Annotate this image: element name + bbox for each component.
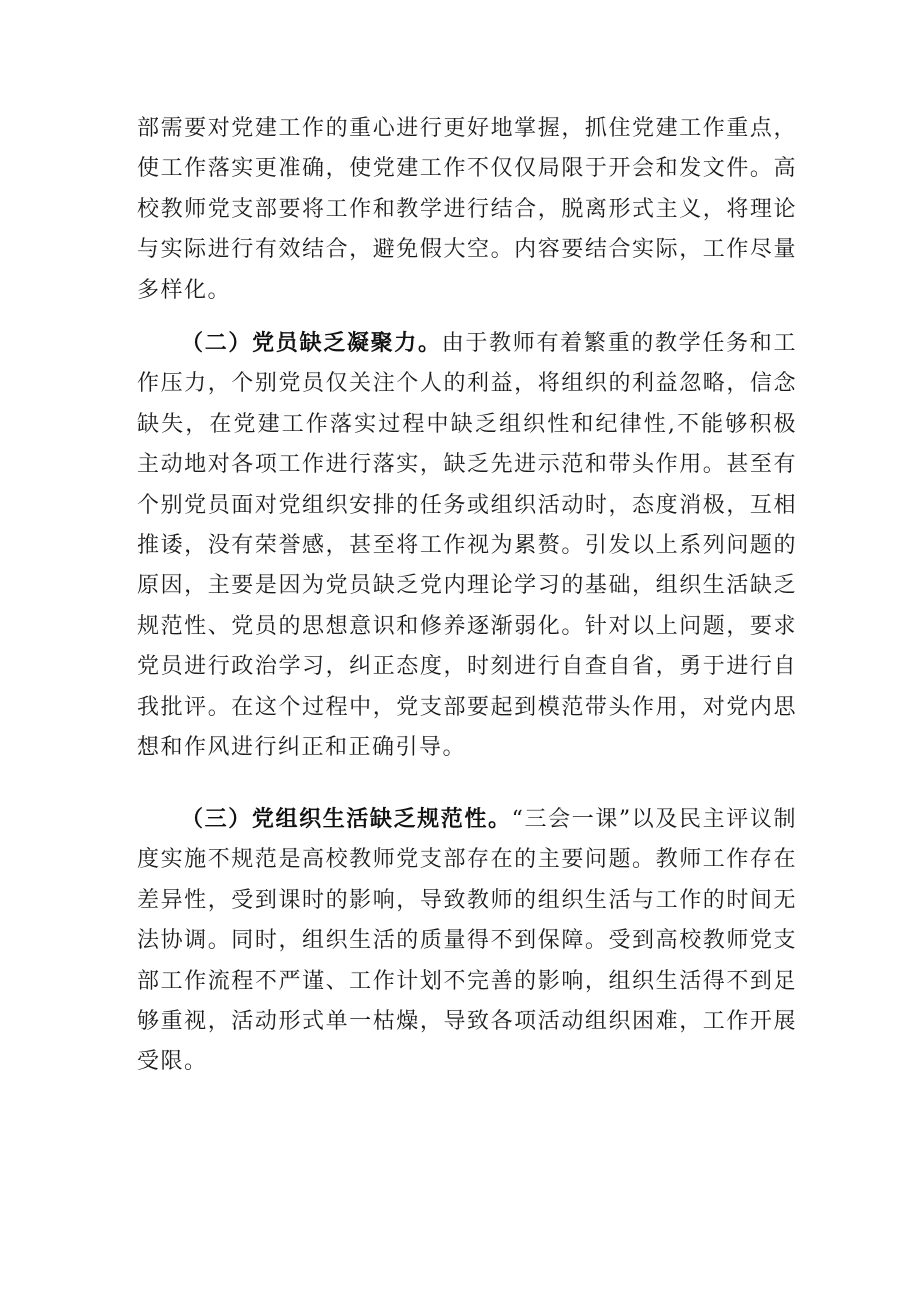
- paragraph-continuation: [137, 109, 797, 311]
- paragraph-1-text: 部需要对党建工作的重心进行更好地掌握，抓住党建工作重点，使工作落实更准确，使党建工作不仅仅局限于开会和发文件。高校教师党支部要将工作和教学进行结合，脱离形式主义，将理论与实际进行有效结合，避免假大空。内容要结合实际，工作尽量多样化。: [137, 116, 797, 303]
- paragraph-3-text: “三会一课”以及民主评议制度实施不规范是高校教师党支部存在的主要问题。教师工作存在差异性，受到课时的影响，导致教师的组织生活与工作的时间无法协调。同时，组织生活的质量得不到保障。受到高校教师党支部工作流程不严谨、工作计划不完善的影响，组织生活得不到足够重视，活动形式单一枯燥，导致各项活动组织困难，工作开展受限。: [137, 807, 797, 1075]
- section-heading-3: （三）党组织生活缺乏规范性。: [181, 807, 512, 832]
- paragraph-org-life-standardization: [137, 800, 797, 1083]
- section-heading-2: （二）党员缺乏凝聚力。: [181, 331, 442, 356]
- paragraph-2-text: 由于教师有着繁重的教学任务和工作压力，个别党员仅关注个人的利益，将组织的利益忽略，信念缺失，在党建工作落实过程中缺乏组织性和纪律性,不能够积极主动地对各项工作进行落实，缺乏先进示范和带头作用。甚至有个别党员面对党组织安排的任务或组织活动时，态度消极，互相推诿，没有荣誉感，甚至将工作视为累赘。引发以上系列问题的原因，主要是因为党员缺乏党内理论学习的基础，组织生活缺乏规范性、党员的思想意识和修养逐渐弱化。针对以上问题，要求党员进行政治学习，纠正态度，时刻进行自查自省，勇于进行自我批评。在这个过程中，党支部要起到模范带头作用，对党内思想和作风进行纠正和正确引导。: [137, 331, 797, 761]
- paragraph-member-cohesion: [137, 324, 797, 768]
